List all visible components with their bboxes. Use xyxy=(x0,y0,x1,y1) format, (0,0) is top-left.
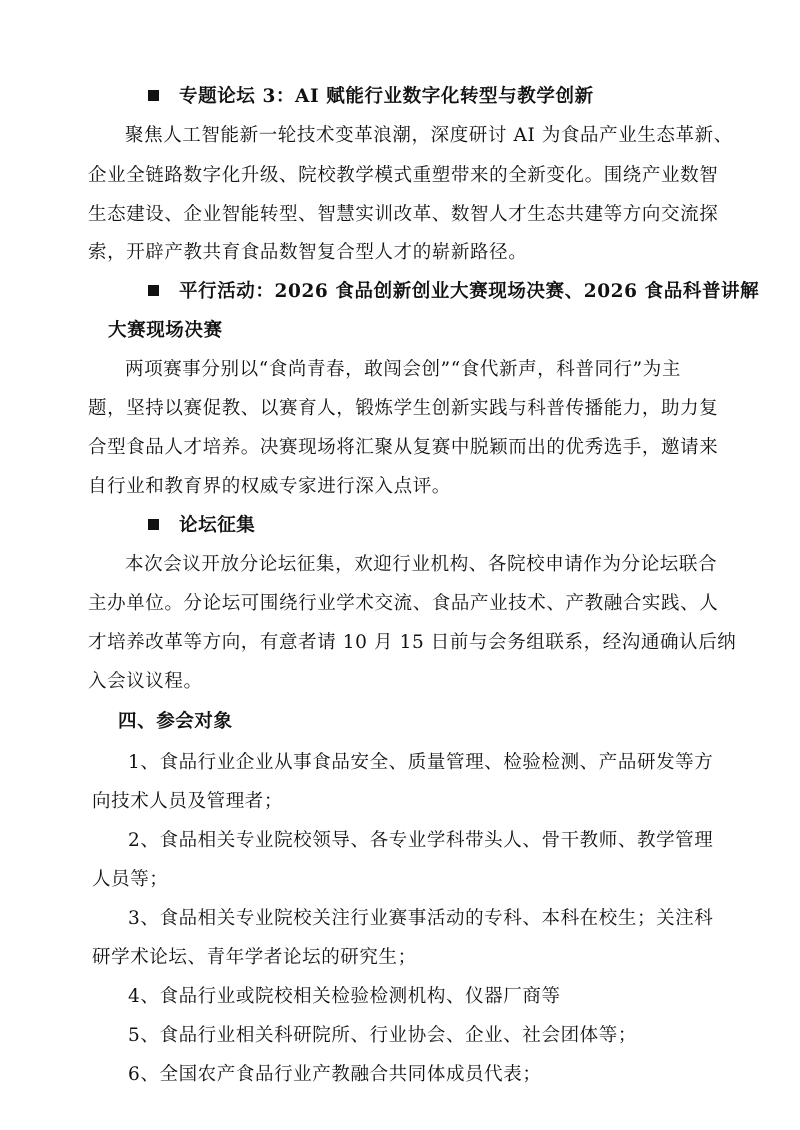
forum-call-line-2: 主办单位。分论坛可围绕行业学术交流、食品产业技术、产教融合实践、人 xyxy=(88,593,719,614)
forum-call-line-4: 入会议议程。 xyxy=(88,671,203,692)
attendee-item-5: 5、食品行业相关科研院所、行业协会、企业、社会团体等； xyxy=(128,1025,637,1046)
forum3-line-3: 生态建设、企业智能转型、智慧实训改革、数智人才生态共建等方向交流探 xyxy=(88,204,719,225)
attendee-item-3: 3、食品相关专业院校关注行业赛事活动的专科、本科在校生；关注科 xyxy=(128,908,714,929)
forum-call-line-1: 本次会议开放分论坛征集，欢迎行业机构、各院校申请作为分论坛联合 xyxy=(125,554,718,575)
attendee-item-6: 6、全国农产食品行业产教融合共同体成员代表； xyxy=(128,1064,542,1085)
parallel-line-2: 题，坚持以赛促教、以赛育人，锻炼学生创新实践与科普传播能力，助力复 xyxy=(88,398,719,419)
attendee-item-2: 2、食品相关专业院校领导、各专业学科带头人、骨干教师、教学管理 xyxy=(128,830,714,851)
attendee-item-1-cont: 向技术人员及管理者； xyxy=(92,791,284,812)
forum-call-heading xyxy=(148,513,788,539)
forum-call-title: 论坛征集 xyxy=(179,515,256,536)
attendee-item-3-cont: 研学术论坛、青年学者论坛的研究生； xyxy=(92,947,417,968)
parallel-heading xyxy=(148,279,788,305)
attendee-item-2-cont: 人员等； xyxy=(92,869,169,890)
forum-call-line-3: 才培养改革等方向，有意者请 10 月 15 日前与会务组联系，经沟通确认后纳 xyxy=(88,632,737,653)
forum3-line-4: 索，开辟产教共育食品数智复合型人才的崭新路径。 xyxy=(88,242,528,263)
bullet-square-icon xyxy=(148,285,159,296)
attendee-item-4: 4、食品行业或院校相关检验检测机构、仪器厂商等 xyxy=(128,986,561,1007)
bullet-square-icon xyxy=(148,519,159,530)
parallel-title-2: 大赛现场决赛 xyxy=(108,320,223,341)
attendees-heading: 四、参会对象 xyxy=(118,711,233,732)
attendee-item-1: 1、食品行业企业从事食品安全、质量管理、检验检测、产品研发等方 xyxy=(128,752,714,773)
forum3-line-2: 企业全链路数字化升级、院校教学模式重塑带来的全新变化。围绕产业数智 xyxy=(88,165,719,186)
forum3-title: 专题论坛 3：AI 赋能行业数字化转型与教学创新 xyxy=(179,86,594,107)
parallel-title-1: 平行活动：2026 食品创新创业大赛现场决赛、2026 食品科普讲解 xyxy=(179,281,760,302)
forum3-line-1: 聚焦人工智能新一轮技术变革浪潮，深度研讨 AI 为食品产业生态革新、 xyxy=(125,125,733,146)
parallel-line-1: 两项赛事分别以“食尚青春，敢闯会创”“食代新声，科普同行”为主 xyxy=(125,359,681,380)
forum3-heading xyxy=(148,84,788,110)
parallel-line-3: 合型食品人才培养。决赛现场将汇聚从复赛中脱颖而出的优秀选手，邀请来 xyxy=(88,437,719,458)
parallel-line-4: 自行业和教育界的权威专家进行深入点评。 xyxy=(88,476,451,497)
bullet-square-icon xyxy=(148,90,159,101)
